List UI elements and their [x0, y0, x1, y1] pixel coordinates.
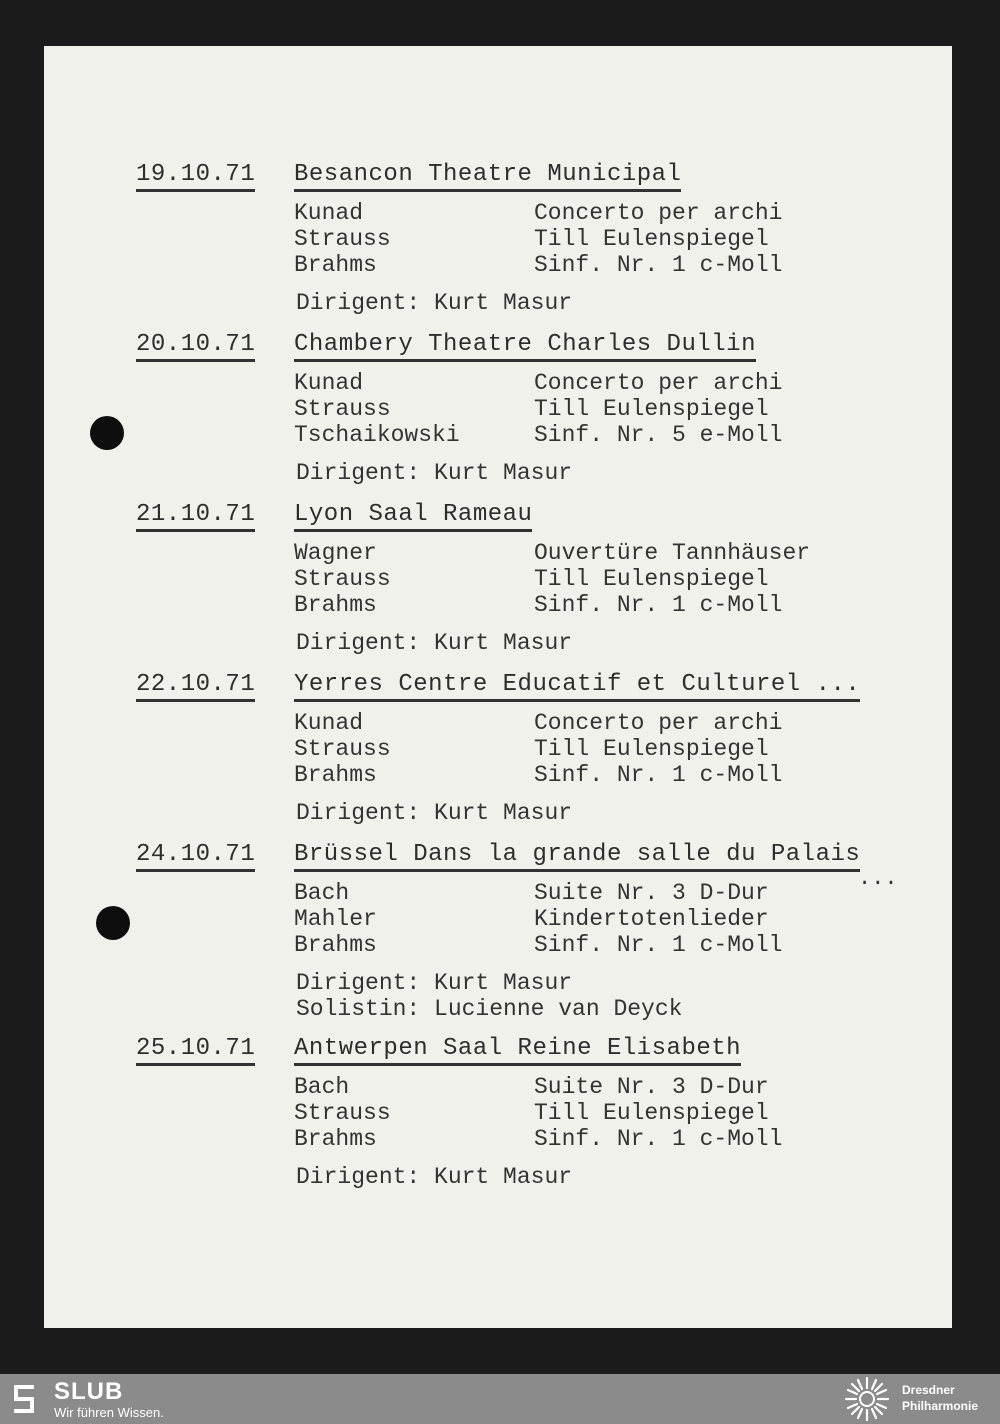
concert-date: 22.10.71: [136, 672, 255, 702]
composer: Brahms: [294, 1126, 377, 1152]
concert-venue: Besancon Theatre Municipal: [294, 162, 681, 192]
concert-venue: Chambery Theatre Charles Dullin: [294, 332, 756, 362]
work: Till Eulenspiegel: [534, 566, 769, 592]
philharmonie-name-line2: Philharmonie: [902, 1399, 979, 1413]
punch-hole: [90, 416, 124, 450]
composer: Brahms: [294, 252, 377, 278]
composer: Wagner: [294, 540, 377, 566]
composer: Strauss: [294, 396, 391, 422]
composer: Strauss: [294, 226, 391, 252]
conductor-line: Dirigent: Kurt Masur: [296, 970, 573, 996]
composer: Strauss: [294, 566, 391, 592]
work: Sinf. Nr. 1 c-Moll: [534, 932, 783, 958]
work: Till Eulenspiegel: [534, 1100, 769, 1126]
conductor-line: Dirigent: Kurt Masur: [296, 630, 573, 656]
composer: Brahms: [294, 592, 377, 618]
composer: Mahler: [294, 906, 377, 932]
slub-logo-icon: [12, 1383, 38, 1415]
punch-hole: [96, 906, 130, 940]
composer: Kunad: [294, 200, 364, 226]
work: Concerto per archi: [534, 710, 783, 736]
work: Ouvertüre Tannhäuser: [534, 540, 811, 566]
work: Till Eulenspiegel: [534, 396, 769, 422]
work: Sinf. Nr. 1 c-Moll: [534, 1126, 783, 1152]
concert-venue: Brüssel Dans la grande salle du Palais: [294, 842, 860, 872]
work: Suite Nr. 3 D-Dur: [534, 1074, 769, 1100]
concert-venue: Yerres Centre Educatif et Culturel ...: [294, 672, 860, 702]
concert-venue: Antwerpen Saal Reine Elisabeth: [294, 1036, 741, 1066]
document-page: [44, 46, 952, 1328]
concert-date: 25.10.71: [136, 1036, 255, 1066]
conductor-line: Dirigent: Kurt Masur: [296, 800, 573, 826]
work: Sinf. Nr. 1 c-Moll: [534, 762, 783, 788]
slub-name: SLUB: [54, 1378, 124, 1405]
work: Sinf. Nr. 1 c-Moll: [534, 252, 783, 278]
concert-date: 24.10.71: [136, 842, 255, 872]
concert-date: 19.10.71: [136, 162, 255, 192]
composer: Kunad: [294, 370, 364, 396]
philharmonie-logo-icon: [842, 1374, 892, 1424]
work: Sinf. Nr. 5 e-Moll: [534, 422, 783, 448]
composer: Tschaikowski: [294, 422, 460, 448]
work: Till Eulenspiegel: [534, 226, 769, 252]
venue-continuation: ...: [858, 866, 898, 891]
composer: Bach: [294, 880, 350, 906]
composer: Bach: [294, 1074, 350, 1100]
work: Kindertotenlieder: [534, 906, 769, 932]
composer: Brahms: [294, 762, 377, 788]
composer: Strauss: [294, 736, 391, 762]
work: Concerto per archi: [534, 200, 783, 226]
slub-tagline: Wir führen Wissen.: [54, 1405, 164, 1420]
conductor-line: Dirigent: Kurt Masur: [296, 1164, 573, 1190]
conductor-line: Dirigent: Kurt Masur: [296, 460, 573, 486]
concert-venue: Lyon Saal Rameau: [294, 502, 532, 532]
composer: Strauss: [294, 1100, 391, 1126]
work: Till Eulenspiegel: [534, 736, 769, 762]
concert-date: 20.10.71: [136, 332, 255, 362]
composer: Brahms: [294, 932, 377, 958]
work: Concerto per archi: [534, 370, 783, 396]
work: Suite Nr. 3 D-Dur: [534, 880, 769, 906]
conductor-line: Dirigent: Kurt Masur: [296, 290, 573, 316]
soloist-line: Solistin: Lucienne van Deyck: [296, 996, 683, 1022]
concert-date: 21.10.71: [136, 502, 255, 532]
philharmonie-name-line1: Dresdner: [902, 1383, 955, 1397]
composer: Kunad: [294, 710, 364, 736]
work: Sinf. Nr. 1 c-Moll: [534, 592, 783, 618]
footer-bar: [0, 1374, 1000, 1424]
